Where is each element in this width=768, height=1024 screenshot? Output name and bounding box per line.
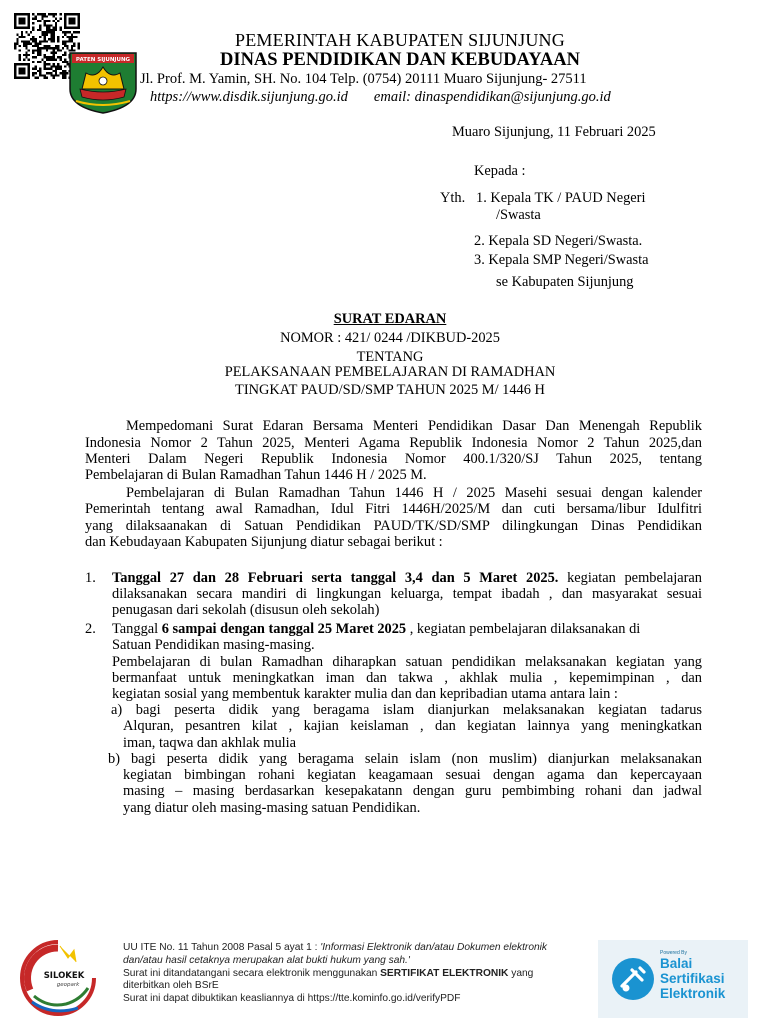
- bsre-text: Balai Sertifikasi Elektronik: [660, 956, 726, 1001]
- list-item-1-line-2: dilaksanakan secara mandiri di lingkungan keluarga, tempat ibadah , dan masyarakat sesuai: [112, 586, 702, 602]
- recipient-item-3: 3. Kepala SMP Negeri/Swasta: [474, 252, 649, 268]
- sub-item-b-line: masing – masing berdasarkan kesepakatann dengan guru pembimbing rohani dan jadwal: [123, 783, 702, 799]
- sub-item-a-line: a) bagi peserta didik yang beragama islam dianjurkan melaksanakan kegiatan tadarus: [111, 702, 702, 718]
- bsre-powered: Powered By: [660, 950, 687, 956]
- electronic-signature-notice: [123, 942, 593, 1006]
- letter-subject-2: TINGKAT PAUD/SD/SMP TAHUN 2025 M/ 1446 H: [235, 382, 545, 398]
- svg-text:PATEN SIJUNJUNG: PATEN SIJUNJUNG: [75, 57, 131, 63]
- email-text[interactable]: email: dinaspendidikan@sijunjung.go.id: [373, 89, 611, 105]
- letter-tentang: TENTANG: [356, 349, 424, 365]
- paragraph-1-line: Mempedomani Surat Edaran Bersama Menteri Pendidikan Dasar Dan Menengah Republik: [126, 418, 702, 434]
- svg-text:geopark: geopark: [56, 982, 80, 988]
- paragraph-2-line: yang dilaksaanakan di Satuan Pendidikan PAUD/TK/SD/SMP dilingkungan Dinas Pendidikan: [85, 518, 702, 534]
- list-item-2-dates: 6 sampai dengan tanggal 25 Maret 2025: [161, 621, 407, 637]
- footer-verify-line[interactable]: Surat ini dapat dibuktikan keasliannya di https://tte.kominfo.go.id/verifyPDF: [123, 993, 461, 1005]
- list-item-1-text: kegiatan pembelajaran: [558, 570, 702, 586]
- list-item-1-line-1: [112, 570, 702, 586]
- department-name: DINAS PENDIDIKAN DAN KEBUDAYAAN: [220, 50, 580, 70]
- list-item-1-line-3: penugasan dari sekolah (disusun oleh sekolah): [112, 602, 380, 618]
- recipient-yth: Yth.: [440, 190, 466, 206]
- letter-date: Muaro Sijunjung, 11 Februari 2025: [452, 124, 656, 140]
- agency-name: PEMERINTAH KABUPATEN SIJUNJUNG: [235, 30, 565, 50]
- sub-item-a-line: iman, taqwa dan akhlak mulia: [123, 735, 297, 751]
- address-line: Jl. Prof. M. Yamin, SH. No. 104 Telp. (0754) 20111 Muaro Sijunjung- 27511: [140, 71, 587, 87]
- bsre-badge: [598, 940, 748, 1018]
- list-item-2-text: , kegiatan pembelajaran dilaksanakan di: [406, 621, 641, 637]
- letter-subject-1: PELAKSANAAN PEMBELAJARAN DI RAMADHAN: [224, 364, 556, 380]
- sub-item-b-line: b) bagi peserta didik yang beragama selain islam (non muslim) dianjurkan melaksanakan: [108, 751, 702, 767]
- paragraph-1-line: Indonesia Nomor 2 Tahun 2025, Menteri Agama Republik Indonesia Nomor 2 Tahun 2025,dan: [85, 435, 702, 451]
- sub-item-b-line: yang diatur oleh masing-masing satuan Pendidikan.: [123, 800, 421, 816]
- list-item-2-para-line: bermanfaat untuk meningkatkan iman dan takwa , akhlak mulia , kepemimpinan , dan: [112, 670, 702, 686]
- contact-line: [150, 89, 611, 106]
- bsre-icon: [610, 956, 656, 1002]
- footer-line: UU ITE No. 11 Tahun 2008 Pasal 5 ayat 1 : 'Informasi Elektronik dan/atau Dokumen elektronik: [123, 942, 548, 953]
- recipient-item-2: 2. Kepala SD Negeri/Swasta.: [474, 233, 643, 249]
- website-link[interactable]: https://www.disdik.sijunjung.go.id: [150, 89, 348, 105]
- sub-item-a-line: Alquran, pesantren kilat , kajian keislaman , dan kegiatan lainnya yang meningkatkan: [123, 718, 702, 734]
- recipient-kepada: Kepada :: [474, 163, 526, 179]
- list-item-2-line-2: Satuan Pendidikan masing-masing.: [112, 637, 315, 653]
- footer-line: diterbitkan oleh BSrE: [123, 980, 219, 992]
- paragraph-2-line: dan Kebudayaan Kabupaten Sijunjung diatur sebagai berikut :: [85, 534, 443, 550]
- silokek-geopark-logo: [18, 938, 98, 1018]
- list-item-2-number: 2.: [85, 621, 96, 637]
- recipient-item-1: 1. Kepala TK / PAUD Negeri: [476, 190, 646, 206]
- list-item-2-pre: Tanggal: [112, 621, 162, 637]
- footer-line: dan/atau hasil cetaknya merupakan alat bukti hukum yang sah.': [123, 954, 410, 966]
- list-item-1-dates: Tanggal 27 dan 28 Februari serta tanggal 3,4 dan 5 Maret 2025.: [112, 570, 559, 586]
- list-item-2-para-line: kegiatan sosial yang membentuk karakter mulia dan dan kepribadian utama antara lain :: [112, 686, 618, 702]
- letter-heading: SURAT EDARAN: [333, 311, 447, 327]
- footer-line: Surat ini ditandatangani secara elektronik menggunakan SERTIFIKAT ELEKTRONIK yang: [123, 967, 534, 979]
- letter-number: NOMOR : 421/ 0244 /DIKBUD-2025: [280, 330, 500, 346]
- sub-item-b-line: kegiatan bimbingan rohani kegiatan keagamaan sesuai dengan agama dan kepercayaan: [123, 767, 702, 783]
- recipient-item-1-cont: /Swasta: [496, 207, 541, 223]
- svg-text:SILOKEK: SILOKEK: [43, 971, 85, 981]
- paragraph-1-line: Pembelajaran di Bulan Ramadhan Tahun 1446 H / 2025 M.: [85, 467, 427, 483]
- recipient-item-4: se Kabupaten Sijunjung: [496, 274, 634, 290]
- list-item-2-line-1: [112, 621, 640, 637]
- paragraph-2-line: Pemerintah tentang awal Ramadhan, Idul Fitri 1446H/2025/M dan cuti bersama/libur Idulfitri: [85, 501, 702, 517]
- paragraph-2-line: Pembelajaran di Bulan Ramadhan Tahun 1446 H / 2025 Masehi sesuai dengan kalender: [126, 485, 702, 501]
- district-logo: [66, 49, 140, 115]
- paragraph-1-line: Menteri Dalam Negeri Republik Indonesia Nomor 400.1/320/SJ Tahun 2025, tentang: [85, 451, 702, 467]
- list-item-2-para-line: Pembelajaran di bulan Ramadhan diharapkan satuan pendidikan melaksanakan kegiatan yang: [112, 654, 702, 670]
- list-item-1-number: 1.: [85, 570, 96, 586]
